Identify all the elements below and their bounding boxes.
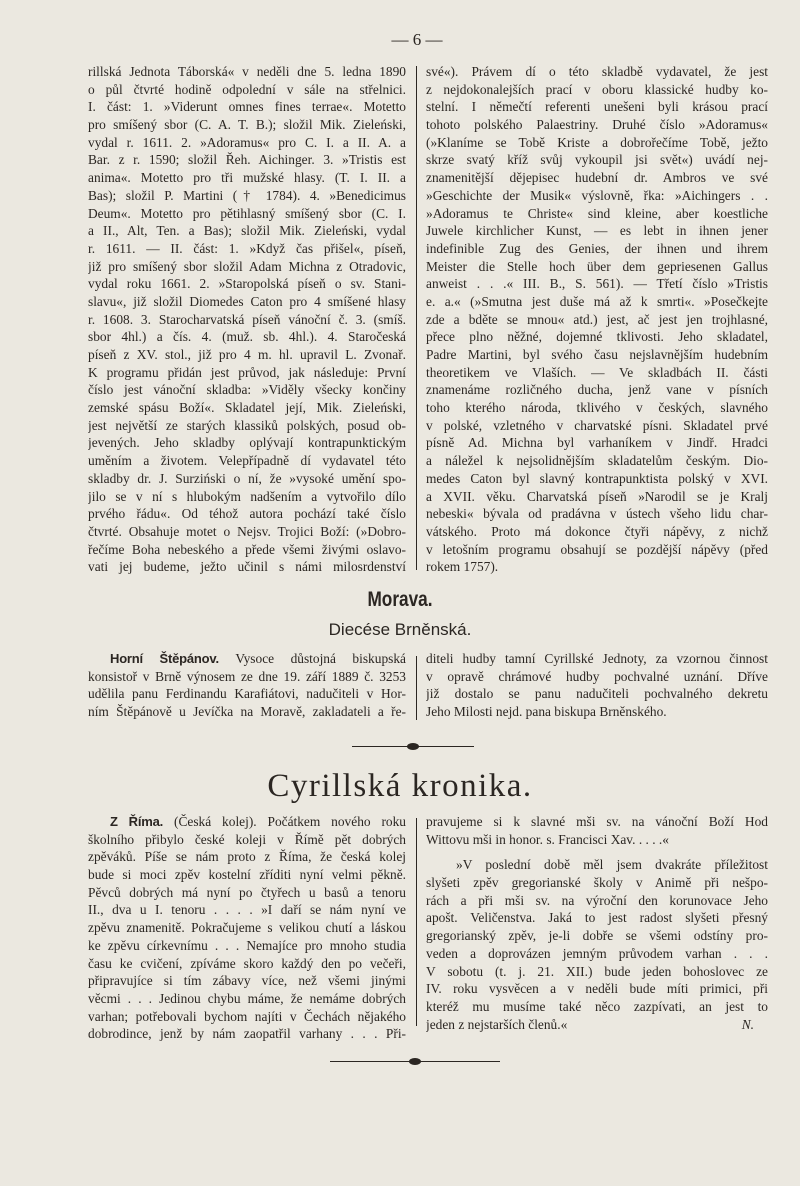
section-heading-cyrillska-kronika: Cyrillská kronika. xyxy=(267,768,533,804)
concert-left-column xyxy=(88,63,406,576)
text-line: slavu«, již složil Diomedes Caton pro 4 smíšené hlasy xyxy=(88,293,406,309)
text-line: již dostalo se panu nadučiteli pochvalného dekretu xyxy=(426,686,768,702)
text-line: přece plno něžné, dojemné tklivosti. Jeho skladatel, xyxy=(426,329,768,345)
text-line: své«). Právem dí o této skladbě vydavatel, že jest xyxy=(426,64,768,79)
author-signature: N. xyxy=(741,1016,754,1032)
text-line: Wittovu mši in honor. s. Francisci Xav. . . . .« xyxy=(426,831,669,847)
text-line: Z Říma. (Česká kolej). Počátkem nového roku xyxy=(110,814,406,829)
text-line: zemské spásu Boží«. Skladatel její, Mik. Zieleński, xyxy=(88,400,406,416)
text-line: Horní Štěpánov. Vysoce důstojná biskupská xyxy=(110,651,406,666)
text-line: kteréž mu musíme také něco zazpívati, an jest to xyxy=(426,998,768,1014)
text-line: vátského. Proto má dokonce čtyři nápěvy, z nichž xyxy=(426,523,768,539)
text-line: II., dva u I. tenoru . . . . »I daří se nám nyní ve xyxy=(88,902,406,918)
text-line: veden a doprovázen jemným průvodem varhan . . . xyxy=(426,945,768,961)
text-line: Padre Martini, byl svého času nejslavnějším hudebním xyxy=(426,347,768,362)
text-line: znamenitější dějepisec hudební dr. Ambros ve své xyxy=(426,170,768,186)
text-line: číslo jest vánoční skladba: »Viděly všecky končiny xyxy=(88,382,406,398)
text-line: apošt. Veličenstva. Jaká to jest radost slyšeti přesný xyxy=(426,910,768,926)
page-number: — 6 — xyxy=(391,30,443,49)
text-line: píseň z XV. stol., již pro 4 m. hl. upravil L. Zvonař. xyxy=(88,347,406,362)
ornament-divider xyxy=(352,743,474,751)
text-line: slyšeti zpěv gregorianské školy v Animě při nešpo- xyxy=(426,875,768,891)
text-line: V sobotu (t. j. 21. XII.) bude jeden bohoslovec ze xyxy=(426,963,768,979)
column-divider xyxy=(416,66,417,570)
text-line: zpěvu znamenitě. Pokračujeme s velikou chutí a láskou xyxy=(88,920,406,936)
text-line: z nejdokonalejších prací v oboru klassické hudby ko- xyxy=(426,81,768,97)
text-line: konsistoř v Brně výnosem ze dne 19. září 1889 č. 3253 xyxy=(88,668,406,684)
text-line: K programu přidán jest průvod, jak následuje: První xyxy=(88,364,406,380)
text-line: dobrodince, jenž by nám zaopatřil varhany . . . Při- xyxy=(88,1026,406,1042)
text-line: gregorianský zpěv, je-li dobře se všemi odstíny pro- xyxy=(426,928,768,944)
column-divider xyxy=(416,656,417,720)
text-line: pravujeme si k slavné mši sv. na vánoční Boží Hod xyxy=(426,814,768,829)
text-line: prvého řádu«. Od téhož autora pochází také číslo xyxy=(88,506,406,522)
text-line: »V poslední době měl jsem dvakráte příležitost xyxy=(456,857,768,873)
text-line: připravujíce si tím zábavy více, než všemi jinými xyxy=(88,973,406,989)
text-line: pro smíšený sbor (C. A. T. B.); složil Mik. Zieleński, xyxy=(88,117,406,133)
text-line: rách a při mši sv. na výroční den korunovace Jeho xyxy=(426,892,768,908)
kronika-left-column xyxy=(88,813,406,1043)
ornament-end xyxy=(330,1058,500,1066)
text-line: věcmi . . . Jedinou chybu máme, že nemáme dobrých xyxy=(88,990,406,1006)
text-line: řečíme Boha nebeského a přede všemi živými oslavo- xyxy=(88,541,406,557)
text-line: anima«. Motetto pro tři mužské hlasy. (T. I. II. a xyxy=(88,170,406,186)
text-line: diteli hudby tamní Cyrillské Jednoty, za vzornou činnost xyxy=(426,651,768,666)
text-line: v letošním programu obsahují se pozdější nápěvy (před xyxy=(426,541,768,557)
text-line: Bas); složil P. Martini († 1784). 4. »Benedicimus xyxy=(88,187,406,203)
text-line: varhan; potřebovali bychom najíti v Čechách nějakého xyxy=(88,1008,406,1024)
text-line: čtvrté. Obsahuje motet o Nejsv. Trojici Boží: (»Dobro- xyxy=(88,523,406,539)
text-line: uměním a životem. Velepřípadně dí vydavatel této xyxy=(88,453,406,469)
text-line: jevených. Jeho skladby oplývají kontrapunktickým xyxy=(88,435,406,451)
text-line: a XVII. věku. Charvatská píseň »Narodil se je Kralj xyxy=(426,488,768,504)
text-line: toho kterého národa, tklivého v českých, slavného xyxy=(426,400,768,416)
text-line: vydal r. 1611. 2. »Adoramus« pro C. I. a II. A. a xyxy=(88,134,406,150)
text-line: Meister die Stelle hoch über dem gepriesenen Gallus xyxy=(426,258,768,274)
text-line: rokem 1757). xyxy=(426,559,499,575)
text-line: jest největší ze starých klassiků polských, posud ob- xyxy=(88,417,406,433)
text-line: nebeski« bývala od pradávna v ústech všeho lidu char- xyxy=(426,506,768,522)
text-line: jilo se v ní s hlubokým nadšením a vytvořilo dílo xyxy=(88,488,406,504)
text-line: ke zpěvu církevnímu . . . Nemajíce pro mnoho studia xyxy=(88,937,406,953)
text-line: Deum«. Motetto pro pětihlasný smíšený sbor (C. I. xyxy=(88,205,406,221)
lead-place-name: Horní Štěpánov. xyxy=(110,651,236,666)
text-line: o půl čtvrté hodině odpolední v sále na střelnici. xyxy=(88,81,406,97)
text-line: jeden z nejstarších členů.« N. xyxy=(426,1016,768,1034)
text-line: vydal roku 1661. 2. »Staropolská píseň o sv. Stani- xyxy=(88,276,406,292)
text-line: znamenáme rozličného ducha, jenž vane v písních xyxy=(426,382,768,398)
text-line: a náležel k nejsolidnějším skladatelům českým. Dio- xyxy=(426,453,768,469)
text-line: školního přibylo české koleji v Římě pět dobrých xyxy=(88,831,406,847)
text-line: udělila panu Ferdinandu Karafiátovi, nadučiteli v Hor- xyxy=(88,686,406,702)
text-line: již pro smíšený sbor složil Adam Michna z Otradovic, xyxy=(88,258,406,274)
section-heading-morava: Morava. xyxy=(367,588,433,611)
text-line: ním Štěpánově u Jevíčka na Moravě, zakladateli a ře- xyxy=(88,704,406,720)
text-line: »Adoramus te Christe« sind kleine, aber koestliche xyxy=(426,205,768,221)
text-line: času ke cvičení, zpíváme skoro každý den po večeři, xyxy=(88,955,406,971)
concert-right-column xyxy=(426,63,768,576)
text-line: rillská Jednota Táborská« v neděli dne 5. ledna 1890 xyxy=(88,64,406,79)
text-line: Bar. z r. 1590; složil Řeh. Aichinger. 3. »Tristis est xyxy=(88,152,406,168)
lead-place-name: Z Říma. xyxy=(110,814,174,829)
text-line: zpěváků. Píše se nám proto z Říma, že česká kolej xyxy=(88,849,406,865)
text-line: Juwele kirchlicher Kunst, — es lebt in ihnen jener xyxy=(426,223,768,239)
column-divider xyxy=(416,818,417,1026)
text-line: písně Ad. Michna byl varhaníkem v Jindř. Hradci xyxy=(426,435,768,451)
text-line: v polské, vzletného v charvatské písni. Skladatel prvé xyxy=(426,417,768,433)
morava-right-column xyxy=(426,650,768,721)
paragraph-gap xyxy=(426,848,768,856)
text-line: stelní. I němečtí referenti unešeni byli krásou prací xyxy=(426,99,768,115)
text-line: r. 1611. — II. část: 1. »Když čas přišel«, píseň, xyxy=(88,240,406,256)
text-line: vati jej budeme, ježto učinil s námi milosrdenství xyxy=(88,559,406,575)
text-line: zde a bděte se mnou« atd.) jest, ač jest jen trojhlasné, xyxy=(426,311,768,327)
text-line: medes Caton byl slavný kontrapunktista polský v XVI. xyxy=(426,470,768,486)
text-line: anweist . . .« III. B., S. 561). — Třetí číslo »Tristis xyxy=(426,276,768,292)
kronika-right-column xyxy=(426,813,768,1033)
text-line: Jeho Milosti nejd. pana biskupa Brněnského. xyxy=(426,704,667,720)
text-line: bude si moci zpěv kostelní zříditi nyní velmi pěkně. xyxy=(88,867,406,883)
text-line: IV. roku vysvěcen a v neděli bude míti primici, při xyxy=(426,981,768,997)
text-line: theoretikem ve Vlaších. — Ve skladbách II. části xyxy=(426,364,768,380)
text-line: skrze svatý kříž svůj vykoupil jsi svět«) uvádí nej- xyxy=(426,152,768,168)
text-line: sbor 4hl.) a čís. 4. (muž. sb. 4hl.). 4. Staročeská xyxy=(88,329,406,345)
text-line: I. část: 1. »Viderunt omnes fines terrae«. Motetto xyxy=(88,99,406,115)
text-line: (»Klaníme se Tobě Kriste a dobrořečíme Tobě, ježto xyxy=(426,134,768,150)
subheading-diocese: Diecése Brněnská. xyxy=(328,620,472,639)
text-line: »Geschichte der Musik« výslovně, řka: »Aichingers . . xyxy=(426,187,768,203)
text-line: v opravě chrámové hudby pochvalné uznání. Dříve xyxy=(426,668,768,684)
text-line: Pěvců dobrých má nyní po čtyřech u basů a tenoru xyxy=(88,884,406,900)
text-line: indefinible Zug des Genies, der ihnen und ihrem xyxy=(426,240,768,256)
text-line: skladby dr. J. Surziński o ní, že »vysoké umění spo- xyxy=(88,470,406,486)
text-line: tohoto polského Palaestriny. Druhé číslo »Adoramus« xyxy=(426,117,768,133)
text-line: a II., Alt, Ten. a Bas); složil Mik. Zieleński, vydal xyxy=(88,223,406,239)
text-line: r. 1608. 3. Starocharvatská píseň vánoční č. 3. (smíš. xyxy=(88,311,406,327)
morava-left-column xyxy=(88,650,406,721)
text-line: e. a.« (»Smutna jest duše má až k smrti«. »Posečkejte xyxy=(426,293,768,309)
